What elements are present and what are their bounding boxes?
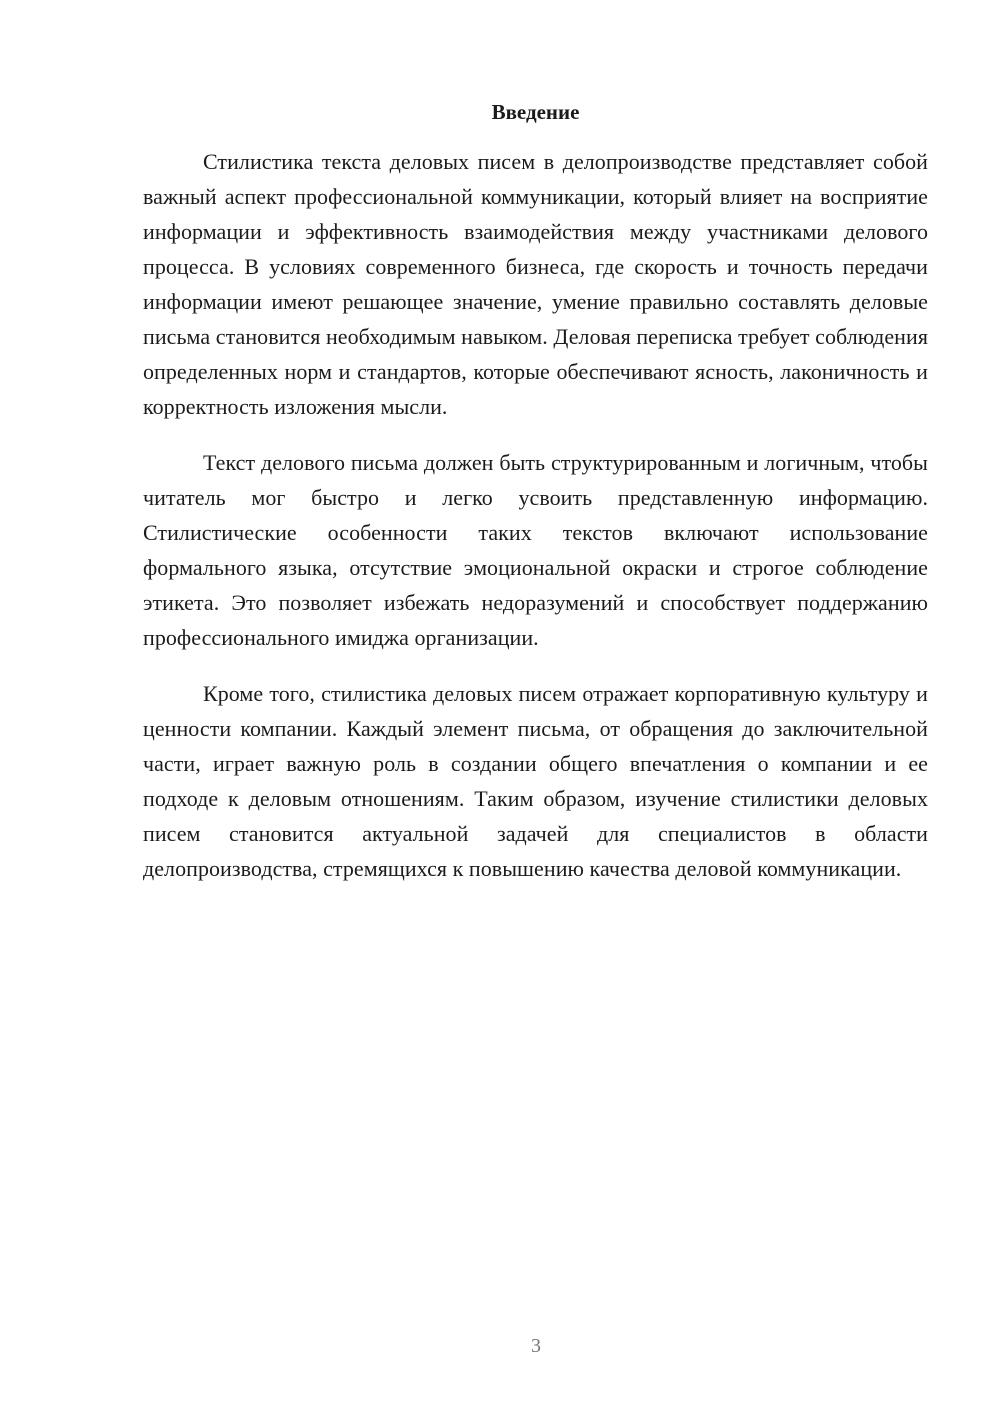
paragraph-2: Текст делового письма должен быть структурированным и логичным, чтобы читатель мог быстро и легко усвоить представленную информацию. Стилистические особенности таких текстов включают использование формального языка, отсутствие эмоциональной окраски и строгое соблюдение этикета. Это позволяет избежать недоразумений и способствует поддержанию профессионального имиджа организации. xyxy=(143,450,928,650)
page-number: 3 xyxy=(531,1335,541,1357)
section-heading: Введение xyxy=(491,100,580,124)
paragraph-1: Стилистика текста деловых писем в делопроизводстве представляет собой важный аспект профессиональной коммуникации, который влияет на восприятие информации и эффективность взаимодействия между участниками делового процесса. В условиях современного бизнеса, где скорость и точность передачи информации имеют решающее значение, умение правильно составлять деловые письма становится необходимым навыком. Деловая переписка требует соблюдения определенных норм и стандартов, которые обеспечивают ясность, лаконичность и корректность изложения мысли. xyxy=(143,149,928,419)
paragraph-3: Кроме того, стилистика деловых писем отражает корпоративную культуру и ценности компании. Каждый элемент письма, от обращения до заключительной части, играет важную роль в создании общего впечатления о компании и ее подходе к деловым отношениям. Таким образом, изучение стилистики деловых писем становится актуальной задачей для специалистов в области делопроизводства, стремящихся к повышению качества деловой коммуникации. xyxy=(143,681,928,881)
body-text xyxy=(143,144,928,907)
